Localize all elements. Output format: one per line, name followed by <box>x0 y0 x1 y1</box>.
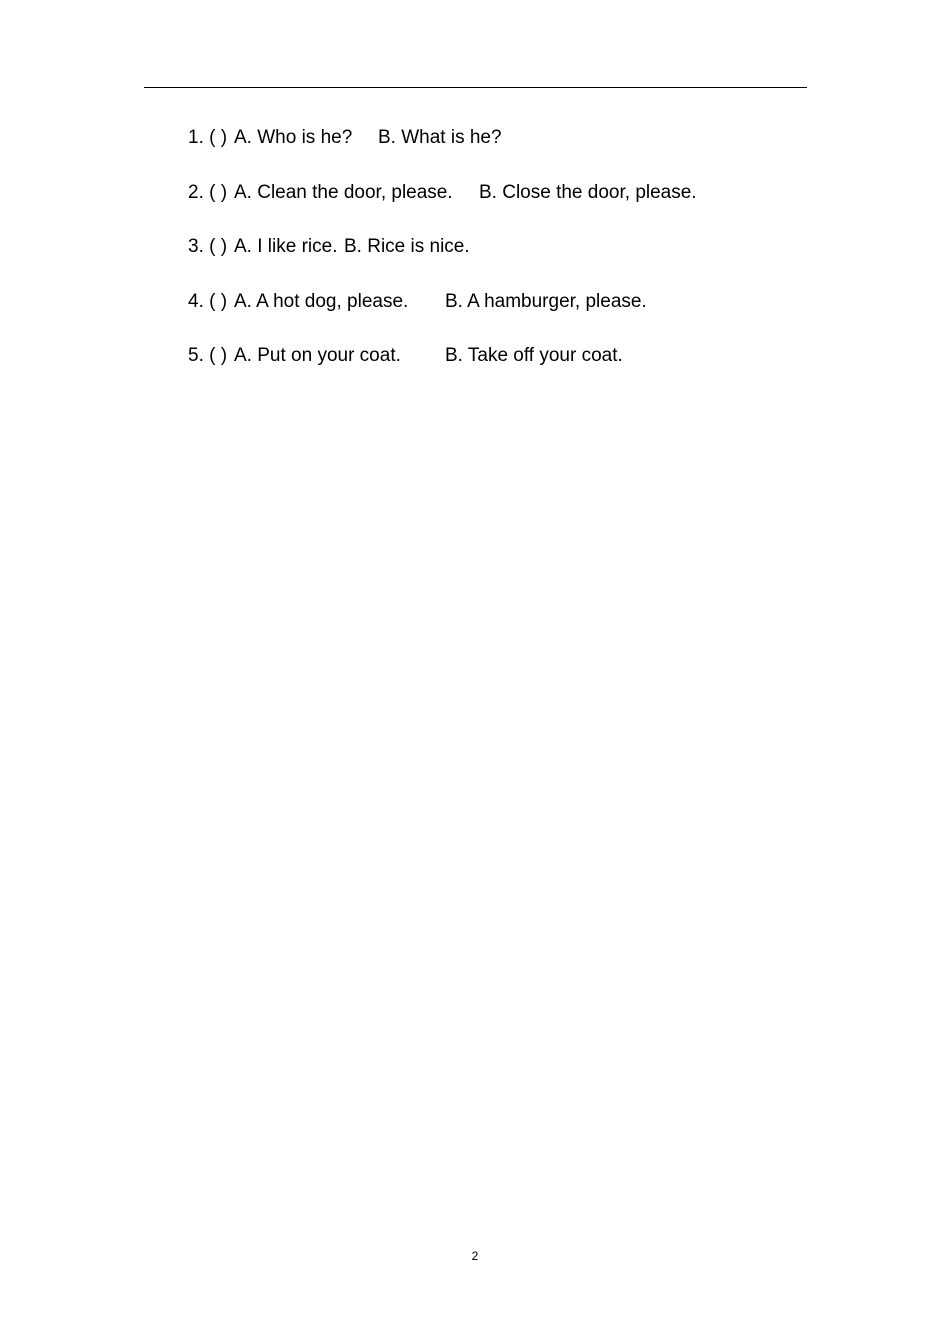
option-a: A. Put on your coat. <box>234 345 401 366</box>
option-b: B. Rice is nice. <box>344 236 470 257</box>
page-number: 2 <box>471 1249 479 1263</box>
option-a: A. Clean the door, please. <box>234 181 453 203</box>
question-number: 1. ( ) <box>188 127 228 148</box>
option-b: B. Take off your coat. <box>445 345 623 366</box>
option-b: B. What is he? <box>378 127 502 148</box>
option-a: A. Who is he? <box>234 127 353 148</box>
option-b: B. A hamburger, please. <box>445 290 647 312</box>
question-number: 5. ( ) <box>188 345 228 366</box>
option-a: A. A hot dog, please. <box>234 290 409 312</box>
option-b: B. Close the door, please. <box>479 181 697 203</box>
question-number: 2. ( ) <box>188 181 228 203</box>
question-number: 3. ( ) <box>188 236 228 257</box>
question-number: 4. ( ) <box>188 290 228 312</box>
option-a: A. I like rice. <box>234 236 338 257</box>
header-rule <box>144 87 807 88</box>
